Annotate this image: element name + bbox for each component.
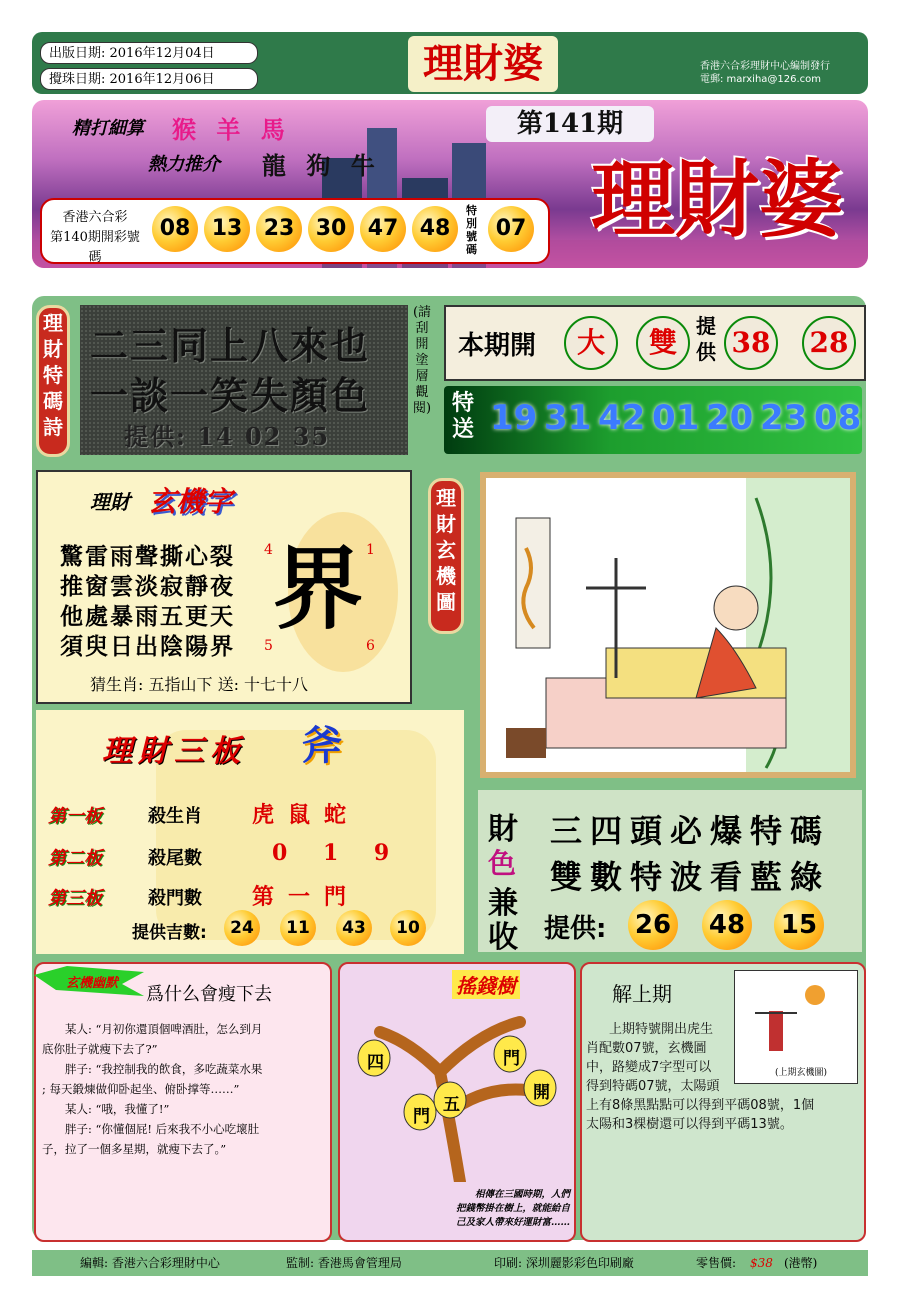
- draw-ball: 48: [412, 206, 458, 252]
- footer-currency: (港幣): [784, 1256, 818, 1270]
- zodiac-1: 猴 羊 馬: [172, 115, 291, 144]
- riddle-picture: [480, 472, 856, 778]
- woman-in-bed-illustration: [486, 478, 850, 772]
- open-label: 本期開: [458, 331, 537, 361]
- last-draw-box: [40, 198, 550, 264]
- special-ball: 07: [488, 206, 534, 252]
- draw-ball: 30: [308, 206, 354, 252]
- picture-side-label: 理財玄機圖: [428, 478, 464, 634]
- board-label-1: 第一板: [48, 806, 102, 827]
- header-title: 理財婆: [408, 36, 558, 92]
- three-boards: [36, 710, 464, 954]
- send-number: 23: [760, 398, 808, 438]
- wealth-ball: 15: [774, 900, 824, 950]
- send-number: 01: [652, 398, 700, 438]
- prev-picture-icon: [735, 971, 855, 1061]
- send-number: 31: [544, 398, 592, 438]
- poem-side-label: 理財特碼詩: [36, 305, 70, 457]
- board-label-3: 第三板: [48, 888, 102, 909]
- tree-title: 搖錢樹: [452, 970, 520, 999]
- draw-ball: 23: [256, 206, 302, 252]
- send-number: 20: [706, 398, 754, 438]
- joke-line: 某人: “月初你還頂個啤酒肚，怎么到月: [65, 1022, 263, 1036]
- send-label: 特送: [451, 390, 474, 442]
- publish-date: 出版日期: 2016年12月04日: [40, 42, 258, 64]
- joke-line: 底你肚子就瘦下去了?”: [42, 1042, 158, 1056]
- lottery-issue-label: 第140期開彩號碼: [50, 230, 140, 265]
- slogan-1: 精打細算: [72, 118, 144, 139]
- prev-line: 上有8條黑點點可以得到平碼08號，1個: [586, 1098, 815, 1113]
- tree-fruit: 四: [367, 1053, 384, 1073]
- lucky-ball: 11: [280, 910, 316, 946]
- board-title: 理財三板: [102, 734, 246, 769]
- send-number: 19: [490, 398, 538, 438]
- prev-image-caption: (上期玄機圖): [775, 1068, 828, 1078]
- puzzle-title-small: 理財: [90, 490, 130, 514]
- lucky-ball: 43: [336, 910, 372, 946]
- prev-thumbnail: [734, 970, 858, 1084]
- poem-line-1: 二三同上八來也: [90, 323, 371, 368]
- draw-ball: 08: [152, 206, 198, 252]
- prev-title: 解上期: [612, 982, 672, 1006]
- logo: 理財婆: [590, 150, 843, 249]
- joke-panel: [34, 962, 332, 1242]
- joke-line: 胖子: “你懂個屁! 后來我不小心吃壞肚: [65, 1122, 260, 1136]
- big-circle: 大: [564, 316, 618, 370]
- prev-line: 得到特碼07號，太陽頭: [586, 1079, 720, 1094]
- tree-caption: 相傳在三國時期，人們: [474, 1189, 570, 1200]
- even-circle: 雙: [636, 316, 690, 370]
- board-key-2: 殺尾數: [148, 848, 202, 869]
- board-key-3: 殺門數: [148, 888, 202, 909]
- slogan-2: 熱力推介: [148, 154, 220, 175]
- wealth-line-1: 三四頭必爆特碼: [550, 812, 831, 850]
- wealth-provide-label: 提供:: [544, 914, 607, 944]
- axe-character: 斧: [302, 722, 342, 769]
- wealth-ball: 48: [702, 900, 752, 950]
- poem-provide: 提供: 14 02 35: [124, 422, 331, 451]
- board-value-1: 虎鼠蛇: [252, 802, 361, 828]
- scratch-note: (請刮開塗層觀閱): [412, 305, 432, 416]
- prev-line: 太陽和3棵樹還可以得到平碼13號。: [586, 1117, 793, 1132]
- lucky-ball: 10: [390, 910, 426, 946]
- footer-price: $38: [750, 1256, 773, 1270]
- wealth-ball: 26: [628, 900, 678, 950]
- lucky-ball: 24: [224, 910, 260, 946]
- provide-number-1: 38: [724, 316, 778, 370]
- tree-fruit: 門: [413, 1107, 430, 1127]
- puzzle-line: 須臾日出陰陽界: [60, 633, 235, 660]
- joke-title: 爲什么會瘦下去: [146, 984, 272, 1005]
- draw-ball: 13: [204, 206, 250, 252]
- joke-line: ; 每天鍛煉做仰卧起坐、俯卧撑等……”: [42, 1082, 240, 1096]
- footer-supervisor: 監制: 香港馬會管理局: [286, 1256, 402, 1270]
- corner-number: 1: [366, 542, 375, 558]
- scratch-poem: [80, 305, 408, 455]
- money-tree-icon: [350, 992, 564, 1182]
- previous-solution-panel: [580, 962, 866, 1242]
- board-value-2: 0 1 9: [272, 840, 404, 866]
- special-send-bar: [444, 386, 862, 454]
- prev-line: 中，路變成7字型可以: [586, 1060, 712, 1075]
- tree-fruit: 門: [503, 1049, 520, 1069]
- puzzle-line: 他處暴雨五更天: [60, 603, 235, 630]
- side-char: 財: [488, 812, 518, 847]
- zodiac-2: 龍 狗 牛: [262, 151, 381, 180]
- board-key-1: 殺生肖: [148, 806, 202, 827]
- side-char: 收: [488, 920, 518, 955]
- email: 電郵: marxiha@126.com: [700, 74, 822, 85]
- send-number: 08: [814, 398, 862, 438]
- footer-price-label: 零售價:: [696, 1256, 737, 1270]
- open-box: [444, 305, 866, 381]
- prev-line: 上期特號開出虎生: [609, 1022, 714, 1037]
- footer-printer: 印刷: 深圳麗影彩色印刷廠: [494, 1256, 634, 1270]
- wealth-line-2: 雙數特波看藍綠: [550, 858, 831, 896]
- corner-number: 6: [366, 638, 375, 654]
- puzzle-guess: 猜生肖: 五指山下 送: 十七十八: [90, 675, 309, 694]
- lucky-label: 提供吉數:: [132, 923, 207, 943]
- side-char: 色: [488, 847, 517, 880]
- wealth-beauty-box: [478, 790, 862, 955]
- side-char: 兼: [488, 886, 518, 921]
- puzzle-line: 驚雷雨聲撕心裂: [60, 543, 235, 570]
- draw-ball: 47: [360, 206, 406, 252]
- center-name: 香港六合彩理財中心編制發行: [700, 61, 830, 72]
- board-label-2: 第二板: [48, 848, 102, 869]
- header-center-info: [700, 60, 860, 86]
- puzzle-title: 玄機字: [148, 485, 233, 518]
- provide-number-2: 28: [802, 316, 856, 370]
- joke-line: 某人: “哦，我懂了!”: [65, 1102, 170, 1116]
- footer: [32, 1250, 868, 1276]
- send-number: 42: [598, 398, 646, 438]
- joke-line: 胖子: “我控制我的飲食，多吃蔬菜水果: [65, 1062, 263, 1076]
- tree-caption: 把錢幣掛在樹上，就能給自: [455, 1203, 570, 1214]
- poem-line-2: 一談一笑失顏色: [90, 373, 371, 418]
- draw-date: 攪珠日期: 2016年12月06日: [40, 68, 258, 90]
- money-tree-panel: [338, 962, 576, 1242]
- tree-fruit: 開: [533, 1083, 550, 1103]
- special-label: 特別號碼: [466, 204, 477, 256]
- prev-line: 肖配數07號，玄機圖: [586, 1041, 707, 1056]
- joke-line: 子，拉了一個多星期，就瘦下去了。”: [42, 1142, 227, 1156]
- corner-number: 4: [264, 542, 273, 558]
- board-value-3: 第一門: [252, 884, 361, 910]
- provide-label: 提供: [696, 314, 716, 364]
- tree-fruit: 五: [443, 1095, 460, 1115]
- footer-editor: 編輯: 香港六合彩理財中心: [80, 1256, 220, 1270]
- lottery-label: 香港六合彩: [62, 210, 128, 225]
- tree-caption: 己及家人帶來好運財富……: [455, 1217, 570, 1228]
- issue-number: 第141期: [486, 106, 654, 142]
- puzzle-line: 推窗雲淡寂靜夜: [60, 573, 235, 600]
- joke-tag: 玄機幽默: [66, 976, 119, 991]
- puzzle-character: 界: [273, 537, 363, 642]
- corner-number: 5: [264, 638, 273, 654]
